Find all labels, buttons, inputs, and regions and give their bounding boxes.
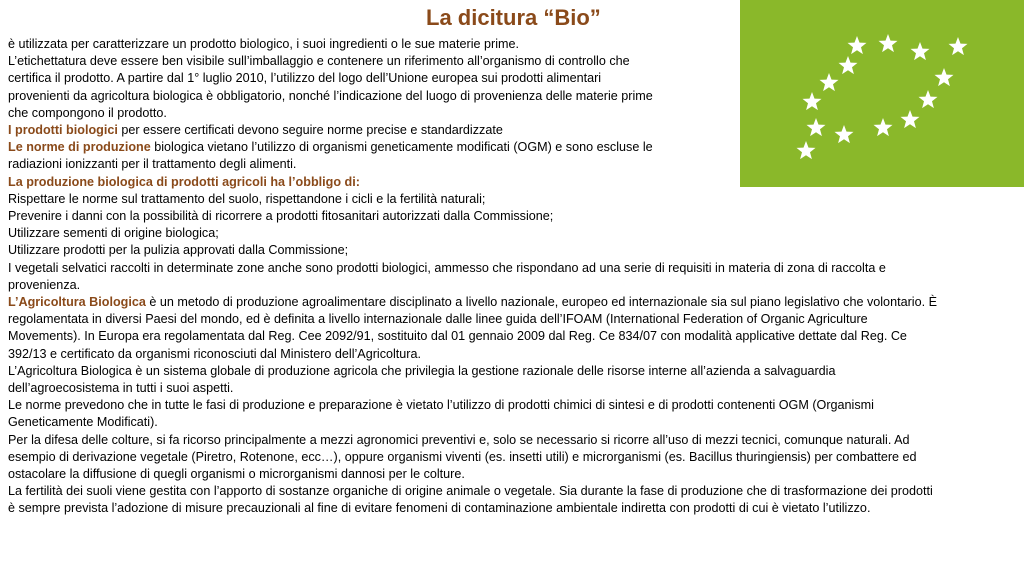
paragraph-line: Geneticamente Modificati). — [8, 415, 158, 430]
paragraph-line: è sempre prevista l’adozione di misure precauzionali al fine di evitare fenomeni di contaminazione ambientale indiretta con prodotti di cui è vietato l’utilizzo. — [8, 501, 871, 516]
organic-farming-text: è un metodo di produzione agroalimentare disciplinato a livello nazionale, europeo ed internazionale sia sul piano legislativo che volontario. È — [145, 295, 937, 310]
paragraph-line: dell’agroecosistema in tutti i suoi aspetti. — [8, 381, 234, 396]
intro-line: certifica il prodotto. A partire dal 1° luglio 2010, l’utilizzo del logo dell’Unione europea sui prodotti alimentari — [8, 71, 602, 86]
rules-highlight: Le norme di produzione — [8, 140, 151, 155]
intro-line: provenienti da agricoltura biologica è obbligatorio, nonché l’indicazione del luogo di provenienza delle materie prime — [8, 88, 653, 103]
paragraph-line: Per la difesa delle colture, si fa ricorso principalmente a mezzi agronomici preventivi e, solo se necessario si ricorre all’uso di mezzi tecnici, comunque naturali. Ad — [8, 432, 910, 447]
rules-line-2: radiazioni ionizzanti per il trattamento degli alimenti. — [8, 157, 297, 172]
obligation-item: Utilizzare prodotti per la pulizia approvati dalla Commissione; — [8, 243, 349, 258]
obligations-heading: La produzione biologica di prodotti agricoli ha l’obbligo di: — [8, 174, 360, 189]
obligation-item: provenienza. — [8, 277, 81, 292]
paragraph-line: esempio di derivazione vegetale (Piretro, Rotenone, ecc…), oppure organismi viventi (es. insetti utili) e microrganismi (es. Bacillus thuringiensis) per combattere ed — [8, 449, 917, 464]
organic-farming-line: Movements). In Europa era regolamentata dal Reg. Cee 2092/91, sostituito dal 01 gennaio 2009 dal Reg. Ce 834/07 con modalità applicative dettate dal Reg. Ce — [8, 329, 907, 344]
intro-line: L’etichettatura deve essere ben visibile sull’imballaggio e contenere un riferimento all’organismo di controllo che — [8, 54, 630, 69]
organic-farming-highlight: L’Agricoltura Biologica — [8, 295, 146, 310]
rules-text: biologica vietano l’utilizzo di organismi geneticamente modificati (OGM) e sono escluse le — [150, 140, 653, 155]
rules-line — [8, 139, 1013, 156]
obligation-item: Prevenire i danni con la possibilità di ricorrere a prodotti fitosanitari autorizzati dalla Commissione; — [8, 209, 554, 224]
certified-text: per essere certificati devono seguire norme precise e standardizzate — [117, 123, 503, 138]
obligation-item: I vegetali selvatici raccolti in determinate zone anche sono prodotti biologici, ammesso che rispondano ad una serie di requisiti in materia di zona di raccolta e — [8, 260, 886, 275]
organic-farming-line: regolamentata in diversi Paesi del mondo, ed è definita a livello internazionale dalle linee guida dell’IFOAM (International Federation of Organic Agriculture — [8, 312, 868, 327]
paragraph-line: ostacolare la diffusione di quegli organismi o microrganismi dannosi per le colture. — [8, 467, 465, 482]
intro-line: è utilizzata per caratterizzare un prodotto biologico, i suoi ingredienti o le sue materie prime. — [8, 37, 520, 51]
intro-line: che compongono il prodotto. — [8, 105, 167, 120]
certified-line — [8, 122, 1013, 139]
main-text — [8, 36, 1013, 518]
paragraph-line: L’Agricoltura Biologica è un sistema globale di produzione agricola che privilegia la gestione razionale delle risorse interne all’azienda a salvaguardia — [8, 363, 836, 378]
paragraph-line: Le norme prevedono che in tutte le fasi di produzione e preparazione è vietato l’utilizzo di prodotti chimici di sintesi e di prodotti contenenti OGM (Organismi — [8, 398, 874, 413]
obligation-item: Utilizzare sementi di origine biologica; — [8, 226, 219, 241]
organic-farming-line: 392/13 e certificato da organismi riconosciuti dal Ministero dell’Agricoltura. — [8, 346, 421, 361]
organic-farming-line — [8, 294, 1013, 311]
certified-highlight: I prodotti biologici — [8, 123, 118, 138]
paragraph-line: La fertilità dei suoli viene gestita con l’apporto di sostanze organiche di origine animale o vegetale. Sia durante la fase di produzione che di trasformazione dei prodotti — [8, 484, 933, 499]
page-title: La dicitura “Bio” — [426, 5, 601, 30]
obligation-item: Rispettare le norme sul trattamento del suolo, rispettandone i cicli e la fertilità naturali; — [8, 191, 486, 206]
